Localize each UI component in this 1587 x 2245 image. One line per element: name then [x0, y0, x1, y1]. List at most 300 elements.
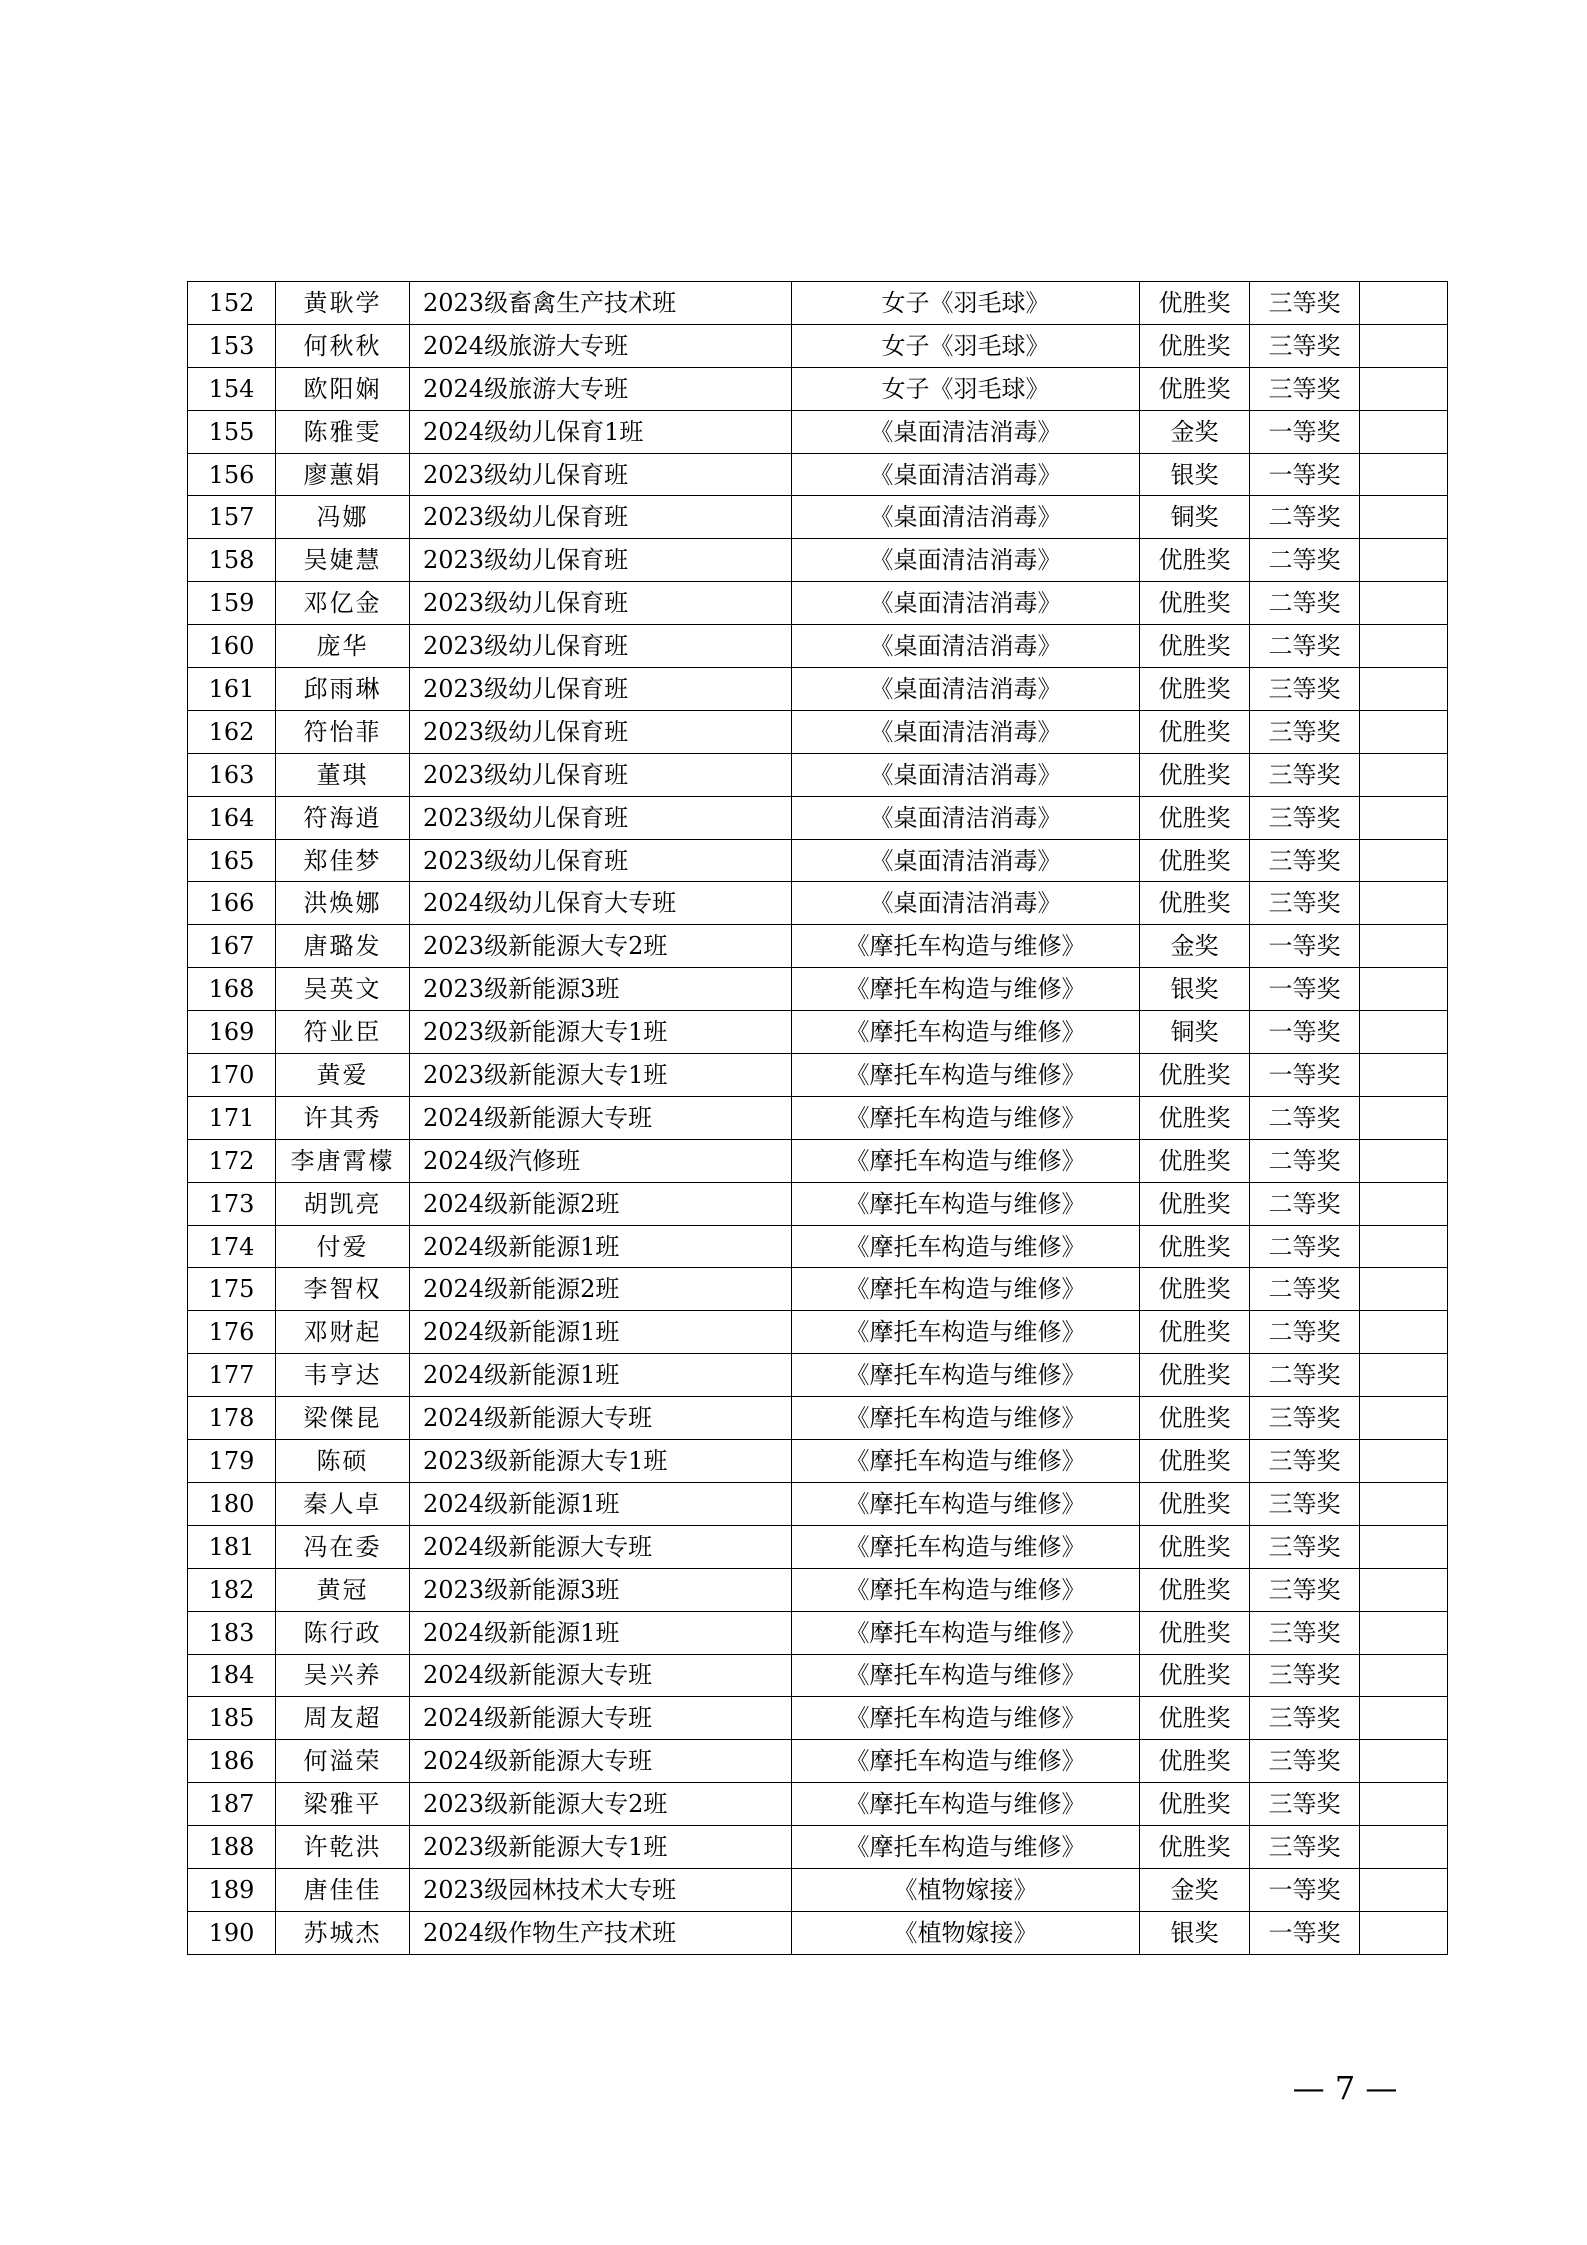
- row-number-cell: 163: [188, 753, 276, 796]
- student-name-cell: 符海逍: [276, 796, 410, 839]
- award-level-cell: 三等奖: [1250, 367, 1360, 410]
- award-name-cell: 优胜奖: [1140, 1354, 1250, 1397]
- award-name-cell: 优胜奖: [1140, 1440, 1250, 1483]
- event-name-cell: 《摩托车构造与维修》: [792, 1697, 1140, 1740]
- row-number-cell: 186: [188, 1740, 276, 1783]
- event-name-cell: 《桌面清洁消毒》: [792, 582, 1140, 625]
- class-name-cell: 2023级幼儿保育班: [410, 796, 792, 839]
- table-row: [188, 1397, 1448, 1440]
- event-name-cell: 《桌面清洁消毒》: [792, 796, 1140, 839]
- award-level-cell: 三等奖: [1250, 882, 1360, 925]
- row-number-cell: 189: [188, 1868, 276, 1911]
- award-name-cell: 优胜奖: [1140, 367, 1250, 410]
- student-name-cell: 黄耿学: [276, 282, 410, 325]
- table-row: [188, 1311, 1448, 1354]
- student-name-cell: 吴兴养: [276, 1654, 410, 1697]
- table-row: [188, 324, 1448, 367]
- table-row: [188, 1868, 1448, 1911]
- remark-cell: [1360, 1826, 1448, 1869]
- student-name-cell: 邱雨琳: [276, 668, 410, 711]
- table-row: [188, 925, 1448, 968]
- table-row: [188, 1783, 1448, 1826]
- event-name-cell: 女子《羽毛球》: [792, 367, 1140, 410]
- student-name-cell: 韦亨达: [276, 1354, 410, 1397]
- row-number-cell: 170: [188, 1054, 276, 1097]
- award-level-cell: 二等奖: [1250, 539, 1360, 582]
- remark-cell: [1360, 410, 1448, 453]
- remark-cell: [1360, 1096, 1448, 1139]
- award-level-cell: 二等奖: [1250, 1354, 1360, 1397]
- remark-cell: [1360, 1225, 1448, 1268]
- award-level-cell: 二等奖: [1250, 582, 1360, 625]
- award-level-cell: 三等奖: [1250, 1783, 1360, 1826]
- student-name-cell: 洪焕娜: [276, 882, 410, 925]
- event-name-cell: 《桌面清洁消毒》: [792, 882, 1140, 925]
- award-name-cell: 优胜奖: [1140, 1225, 1250, 1268]
- row-number-cell: 161: [188, 668, 276, 711]
- award-level-cell: 三等奖: [1250, 1397, 1360, 1440]
- student-name-cell: 廖蕙娟: [276, 453, 410, 496]
- event-name-cell: 《摩托车构造与维修》: [792, 1268, 1140, 1311]
- class-name-cell: 2024级幼儿保育1班: [410, 410, 792, 453]
- award-level-cell: 二等奖: [1250, 496, 1360, 539]
- row-number-cell: 160: [188, 625, 276, 668]
- row-number-cell: 178: [188, 1397, 276, 1440]
- class-name-cell: 2023级新能源大专1班: [410, 1011, 792, 1054]
- class-name-cell: 2023级幼儿保育班: [410, 539, 792, 582]
- table-row: [188, 1268, 1448, 1311]
- class-name-cell: 2024级新能源1班: [410, 1354, 792, 1397]
- award-name-cell: 银奖: [1140, 453, 1250, 496]
- class-name-cell: 2024级新能源1班: [410, 1482, 792, 1525]
- class-name-cell: 2024级幼儿保育大专班: [410, 882, 792, 925]
- row-number-cell: 184: [188, 1654, 276, 1697]
- student-name-cell: 冯在委: [276, 1525, 410, 1568]
- student-name-cell: 何秋秋: [276, 324, 410, 367]
- event-name-cell: 《摩托车构造与维修》: [792, 1826, 1140, 1869]
- table-row: [188, 753, 1448, 796]
- row-number-cell: 181: [188, 1525, 276, 1568]
- award-name-cell: 优胜奖: [1140, 582, 1250, 625]
- award-name-cell: 银奖: [1140, 1911, 1250, 1954]
- award-name-cell: 优胜奖: [1140, 882, 1250, 925]
- class-name-cell: 2023级新能源大专1班: [410, 1826, 792, 1869]
- award-level-cell: 三等奖: [1250, 1568, 1360, 1611]
- student-name-cell: 李唐霄檬: [276, 1139, 410, 1182]
- table-row: [188, 668, 1448, 711]
- row-number-cell: 153: [188, 324, 276, 367]
- class-name-cell: 2023级幼儿保育班: [410, 453, 792, 496]
- student-name-cell: 梁傑昆: [276, 1397, 410, 1440]
- table-row: [188, 1182, 1448, 1225]
- table-row: [188, 582, 1448, 625]
- award-name-cell: 优胜奖: [1140, 668, 1250, 711]
- table-row: [188, 1697, 1448, 1740]
- table-row: [188, 1482, 1448, 1525]
- student-name-cell: 秦人卓: [276, 1482, 410, 1525]
- row-number-cell: 183: [188, 1611, 276, 1654]
- row-number-cell: 156: [188, 453, 276, 496]
- award-level-cell: 二等奖: [1250, 1182, 1360, 1225]
- award-level-cell: 三等奖: [1250, 1525, 1360, 1568]
- table-row: [188, 1096, 1448, 1139]
- table-row: [188, 839, 1448, 882]
- remark-cell: [1360, 1139, 1448, 1182]
- table-row: [188, 367, 1448, 410]
- award-name-cell: 优胜奖: [1140, 839, 1250, 882]
- award-level-cell: 三等奖: [1250, 753, 1360, 796]
- class-name-cell: 2024级新能源大专班: [410, 1525, 792, 1568]
- award-table-body: [188, 282, 1448, 1955]
- student-name-cell: 邓亿金: [276, 582, 410, 625]
- event-name-cell: 《桌面清洁消毒》: [792, 539, 1140, 582]
- award-name-cell: 铜奖: [1140, 496, 1250, 539]
- award-name-cell: 优胜奖: [1140, 1397, 1250, 1440]
- class-name-cell: 2024级新能源1班: [410, 1225, 792, 1268]
- row-number-cell: 168: [188, 968, 276, 1011]
- class-name-cell: 2023级幼儿保育班: [410, 496, 792, 539]
- class-name-cell: 2024级新能源大专班: [410, 1397, 792, 1440]
- event-name-cell: 《摩托车构造与维修》: [792, 1568, 1140, 1611]
- remark-cell: [1360, 1568, 1448, 1611]
- event-name-cell: 《摩托车构造与维修》: [792, 1654, 1140, 1697]
- event-name-cell: 《摩托车构造与维修》: [792, 1054, 1140, 1097]
- remark-cell: [1360, 968, 1448, 1011]
- event-name-cell: 《摩托车构造与维修》: [792, 1525, 1140, 1568]
- remark-cell: [1360, 282, 1448, 325]
- award-level-cell: 三等奖: [1250, 282, 1360, 325]
- row-number-cell: 188: [188, 1826, 276, 1869]
- remark-cell: [1360, 453, 1448, 496]
- event-name-cell: 《摩托车构造与维修》: [792, 1096, 1140, 1139]
- award-name-cell: 优胜奖: [1140, 1740, 1250, 1783]
- student-name-cell: 梁雅平: [276, 1783, 410, 1826]
- award-name-cell: 优胜奖: [1140, 1525, 1250, 1568]
- award-name-cell: 铜奖: [1140, 1011, 1250, 1054]
- row-number-cell: 187: [188, 1783, 276, 1826]
- award-level-cell: 三等奖: [1250, 710, 1360, 753]
- award-name-cell: 优胜奖: [1140, 710, 1250, 753]
- class-name-cell: 2023级新能源3班: [410, 1568, 792, 1611]
- award-level-cell: 三等奖: [1250, 1740, 1360, 1783]
- table-row: [188, 1011, 1448, 1054]
- table-row: [188, 1354, 1448, 1397]
- student-name-cell: 冯娜: [276, 496, 410, 539]
- row-number-cell: 190: [188, 1911, 276, 1954]
- award-level-cell: 三等奖: [1250, 1440, 1360, 1483]
- award-name-cell: 优胜奖: [1140, 1654, 1250, 1697]
- row-number-cell: 182: [188, 1568, 276, 1611]
- award-name-cell: 优胜奖: [1140, 1182, 1250, 1225]
- remark-cell: [1360, 367, 1448, 410]
- table-row: [188, 1054, 1448, 1097]
- award-level-cell: 一等奖: [1250, 925, 1360, 968]
- remark-cell: [1360, 1354, 1448, 1397]
- event-name-cell: 《桌面清洁消毒》: [792, 710, 1140, 753]
- row-number-cell: 165: [188, 839, 276, 882]
- award-level-cell: 一等奖: [1250, 1011, 1360, 1054]
- row-number-cell: 175: [188, 1268, 276, 1311]
- event-name-cell: 《摩托车构造与维修》: [792, 1440, 1140, 1483]
- class-name-cell: 2023级幼儿保育班: [410, 839, 792, 882]
- row-number-cell: 154: [188, 367, 276, 410]
- table-row: [188, 796, 1448, 839]
- remark-cell: [1360, 1011, 1448, 1054]
- event-name-cell: 《摩托车构造与维修》: [792, 968, 1140, 1011]
- class-name-cell: 2024级新能源2班: [410, 1268, 792, 1311]
- remark-cell: [1360, 1054, 1448, 1097]
- event-name-cell: 《植物嫁接》: [792, 1911, 1140, 1954]
- award-level-cell: 三等奖: [1250, 1482, 1360, 1525]
- remark-cell: [1360, 1440, 1448, 1483]
- remark-cell: [1360, 1697, 1448, 1740]
- remark-cell: [1360, 796, 1448, 839]
- class-name-cell: 2024级新能源大专班: [410, 1096, 792, 1139]
- award-name-cell: 优胜奖: [1140, 1311, 1250, 1354]
- remark-cell: [1360, 1611, 1448, 1654]
- student-name-cell: 符怡菲: [276, 710, 410, 753]
- student-name-cell: 吴英文: [276, 968, 410, 1011]
- event-name-cell: 《桌面清洁消毒》: [792, 753, 1140, 796]
- row-number-cell: 158: [188, 539, 276, 582]
- class-name-cell: 2024级作物生产技术班: [410, 1911, 792, 1954]
- award-level-cell: 一等奖: [1250, 1868, 1360, 1911]
- student-name-cell: 苏城杰: [276, 1911, 410, 1954]
- award-level-cell: 二等奖: [1250, 1096, 1360, 1139]
- event-name-cell: 《桌面清洁消毒》: [792, 453, 1140, 496]
- row-number-cell: 173: [188, 1182, 276, 1225]
- row-number-cell: 169: [188, 1011, 276, 1054]
- remark-cell: [1360, 925, 1448, 968]
- student-name-cell: 唐璐发: [276, 925, 410, 968]
- award-level-cell: 三等奖: [1250, 796, 1360, 839]
- table-row: [188, 625, 1448, 668]
- student-name-cell: 欧阳娴: [276, 367, 410, 410]
- table-row: [188, 1911, 1448, 1954]
- award-level-cell: 三等奖: [1250, 668, 1360, 711]
- remark-cell: [1360, 1182, 1448, 1225]
- student-name-cell: 胡凯亮: [276, 1182, 410, 1225]
- class-name-cell: 2023级新能源大专2班: [410, 1783, 792, 1826]
- table-row: [188, 453, 1448, 496]
- row-number-cell: 167: [188, 925, 276, 968]
- event-name-cell: 女子《羽毛球》: [792, 324, 1140, 367]
- award-level-cell: 一等奖: [1250, 1911, 1360, 1954]
- remark-cell: [1360, 668, 1448, 711]
- table-row: [188, 1440, 1448, 1483]
- award-name-cell: 优胜奖: [1140, 1054, 1250, 1097]
- remark-cell: [1360, 324, 1448, 367]
- remark-cell: [1360, 882, 1448, 925]
- row-number-cell: 157: [188, 496, 276, 539]
- table-row: [188, 1654, 1448, 1697]
- remark-cell: [1360, 539, 1448, 582]
- remark-cell: [1360, 1740, 1448, 1783]
- class-name-cell: 2023级幼儿保育班: [410, 668, 792, 711]
- row-number-cell: 179: [188, 1440, 276, 1483]
- class-name-cell: 2024级新能源大专班: [410, 1654, 792, 1697]
- remark-cell: [1360, 839, 1448, 882]
- award-level-cell: 一等奖: [1250, 453, 1360, 496]
- table-row: [188, 710, 1448, 753]
- row-number-cell: 162: [188, 710, 276, 753]
- row-number-cell: 171: [188, 1096, 276, 1139]
- remark-cell: [1360, 1868, 1448, 1911]
- row-number-cell: 152: [188, 282, 276, 325]
- award-level-cell: 三等奖: [1250, 324, 1360, 367]
- award-level-cell: 一等奖: [1250, 968, 1360, 1011]
- class-name-cell: 2024级新能源大专班: [410, 1697, 792, 1740]
- event-name-cell: 《植物嫁接》: [792, 1868, 1140, 1911]
- event-name-cell: 《摩托车构造与维修》: [792, 1783, 1140, 1826]
- row-number-cell: 166: [188, 882, 276, 925]
- remark-cell: [1360, 625, 1448, 668]
- class-name-cell: 2024级旅游大专班: [410, 324, 792, 367]
- event-name-cell: 女子《羽毛球》: [792, 282, 1140, 325]
- student-name-cell: 陈硕: [276, 1440, 410, 1483]
- award-level-cell: 一等奖: [1250, 1054, 1360, 1097]
- event-name-cell: 《桌面清洁消毒》: [792, 410, 1140, 453]
- class-name-cell: 2023级园林技术大专班: [410, 1868, 792, 1911]
- row-number-cell: 174: [188, 1225, 276, 1268]
- award-level-cell: 二等奖: [1250, 1225, 1360, 1268]
- award-level-cell: 一等奖: [1250, 410, 1360, 453]
- student-name-cell: 符业臣: [276, 1011, 410, 1054]
- remark-cell: [1360, 1911, 1448, 1954]
- remark-cell: [1360, 1525, 1448, 1568]
- class-name-cell: 2024级汽修班: [410, 1139, 792, 1182]
- table-row: [188, 882, 1448, 925]
- row-number-cell: 177: [188, 1354, 276, 1397]
- remark-cell: [1360, 582, 1448, 625]
- remark-cell: [1360, 710, 1448, 753]
- table-row: [188, 1826, 1448, 1869]
- student-name-cell: 郑佳梦: [276, 839, 410, 882]
- remark-cell: [1360, 496, 1448, 539]
- class-name-cell: 2024级新能源2班: [410, 1182, 792, 1225]
- student-name-cell: 许其秀: [276, 1096, 410, 1139]
- event-name-cell: 《摩托车构造与维修》: [792, 1397, 1140, 1440]
- event-name-cell: 《摩托车构造与维修》: [792, 1139, 1140, 1182]
- row-number-cell: 185: [188, 1697, 276, 1740]
- class-name-cell: 2024级新能源1班: [410, 1311, 792, 1354]
- table-row: [188, 1225, 1448, 1268]
- student-name-cell: 周友超: [276, 1697, 410, 1740]
- row-number-cell: 180: [188, 1482, 276, 1525]
- class-name-cell: 2023级幼儿保育班: [410, 753, 792, 796]
- class-name-cell: 2024级新能源大专班: [410, 1740, 792, 1783]
- student-name-cell: 庞华: [276, 625, 410, 668]
- award-name-cell: 优胜奖: [1140, 625, 1250, 668]
- remark-cell: [1360, 1783, 1448, 1826]
- award-level-cell: 三等奖: [1250, 1654, 1360, 1697]
- table-row: [188, 282, 1448, 325]
- student-name-cell: 黄冠: [276, 1568, 410, 1611]
- table-row: [188, 539, 1448, 582]
- class-name-cell: 2023级新能源3班: [410, 968, 792, 1011]
- table-row: [188, 1525, 1448, 1568]
- award-name-cell: 优胜奖: [1140, 1096, 1250, 1139]
- row-number-cell: 176: [188, 1311, 276, 1354]
- event-name-cell: 《桌面清洁消毒》: [792, 668, 1140, 711]
- award-name-cell: 优胜奖: [1140, 1482, 1250, 1525]
- award-name-cell: 金奖: [1140, 410, 1250, 453]
- class-name-cell: 2023级新能源大专1班: [410, 1440, 792, 1483]
- table-row: [188, 410, 1448, 453]
- remark-cell: [1360, 1311, 1448, 1354]
- row-number-cell: 164: [188, 796, 276, 839]
- student-name-cell: 唐佳佳: [276, 1868, 410, 1911]
- table-row: [188, 1568, 1448, 1611]
- class-name-cell: 2023级幼儿保育班: [410, 582, 792, 625]
- student-name-cell: 陈雅雯: [276, 410, 410, 453]
- class-name-cell: 2023级畜禽生产技术班: [410, 282, 792, 325]
- award-name-cell: 优胜奖: [1140, 1139, 1250, 1182]
- student-name-cell: 邓财起: [276, 1311, 410, 1354]
- event-name-cell: 《摩托车构造与维修》: [792, 1611, 1140, 1654]
- event-name-cell: 《摩托车构造与维修》: [792, 1354, 1140, 1397]
- award-name-cell: 优胜奖: [1140, 282, 1250, 325]
- event-name-cell: 《摩托车构造与维修》: [792, 1225, 1140, 1268]
- table-row: [188, 1740, 1448, 1783]
- event-name-cell: 《摩托车构造与维修》: [792, 1740, 1140, 1783]
- student-name-cell: 李智权: [276, 1268, 410, 1311]
- class-name-cell: 2023级幼儿保育班: [410, 625, 792, 668]
- student-name-cell: 陈行政: [276, 1611, 410, 1654]
- student-name-cell: 何溢荣: [276, 1740, 410, 1783]
- table-row: [188, 496, 1448, 539]
- award-name-cell: 优胜奖: [1140, 1568, 1250, 1611]
- award-name-cell: 金奖: [1140, 925, 1250, 968]
- award-level-cell: 二等奖: [1250, 1139, 1360, 1182]
- class-name-cell: 2024级旅游大专班: [410, 367, 792, 410]
- student-name-cell: 许乾洪: [276, 1826, 410, 1869]
- award-level-cell: 三等奖: [1250, 839, 1360, 882]
- class-name-cell: 2023级幼儿保育班: [410, 710, 792, 753]
- row-number-cell: 155: [188, 410, 276, 453]
- event-name-cell: 《桌面清洁消毒》: [792, 496, 1140, 539]
- event-name-cell: 《摩托车构造与维修》: [792, 1482, 1140, 1525]
- award-name-cell: 优胜奖: [1140, 324, 1250, 367]
- table-row: [188, 968, 1448, 1011]
- award-name-cell: 银奖: [1140, 968, 1250, 1011]
- row-number-cell: 159: [188, 582, 276, 625]
- award-level-cell: 二等奖: [1250, 625, 1360, 668]
- student-name-cell: 董琪: [276, 753, 410, 796]
- remark-cell: [1360, 1268, 1448, 1311]
- event-name-cell: 《摩托车构造与维修》: [792, 1011, 1140, 1054]
- class-name-cell: 2023级新能源大专2班: [410, 925, 792, 968]
- award-level-cell: 二等奖: [1250, 1268, 1360, 1311]
- award-name-cell: 优胜奖: [1140, 1697, 1250, 1740]
- student-name-cell: 吴婕慧: [276, 539, 410, 582]
- remark-cell: [1360, 753, 1448, 796]
- award-name-cell: 优胜奖: [1140, 1783, 1250, 1826]
- award-name-cell: 优胜奖: [1140, 539, 1250, 582]
- award-level-cell: 三等奖: [1250, 1826, 1360, 1869]
- remark-cell: [1360, 1397, 1448, 1440]
- award-name-cell: 金奖: [1140, 1868, 1250, 1911]
- class-name-cell: 2024级新能源1班: [410, 1611, 792, 1654]
- class-name-cell: 2023级新能源大专1班: [410, 1054, 792, 1097]
- row-number-cell: 172: [188, 1139, 276, 1182]
- award-name-cell: 优胜奖: [1140, 753, 1250, 796]
- event-name-cell: 《摩托车构造与维修》: [792, 925, 1140, 968]
- student-name-cell: 付爱: [276, 1225, 410, 1268]
- award-name-cell: 优胜奖: [1140, 796, 1250, 839]
- award-name-cell: 优胜奖: [1140, 1268, 1250, 1311]
- page-number: — 7 —: [1292, 2069, 1398, 2107]
